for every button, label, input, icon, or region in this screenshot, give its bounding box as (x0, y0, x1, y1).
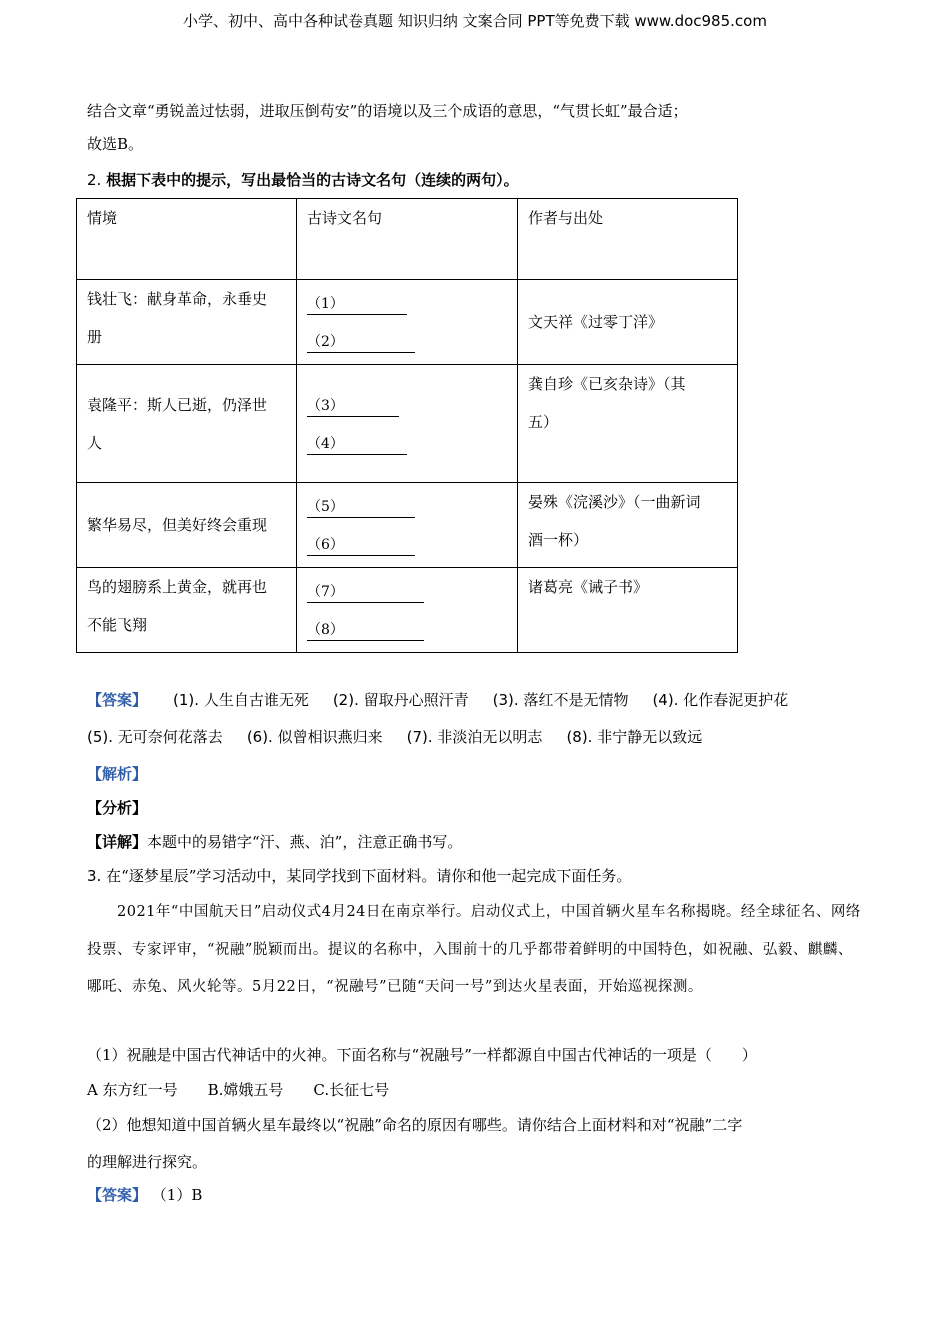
table-row (77, 568, 738, 653)
header-source: 作者与出处 (518, 199, 738, 280)
reading-passage: 2021年“中国航天日”启动仪式4月24日在南京举行。启动仪式上，中国首辆火星车名称揭晓。经全球征名、网络投票、专家评审，“祝融”脱颖而出。提议的名称中，入围前十的几乎都带着鲜明的中国特色，如祝融、弘毅、麒麟、哪吒、赤兔、风火轮等。5月22日，“祝融号”已随“天问一号”到达火星表面，开始巡视探测。 (87, 904, 861, 995)
answer-blank-6[interactable]: （6） (307, 535, 415, 556)
table-row (77, 483, 738, 568)
answer-blank-1[interactable]: （1） (307, 294, 407, 315)
fenxi-label: 【分析】 (87, 799, 148, 817)
context-cell: 袁隆平：斯人已逝，仍泽世 人 (77, 365, 297, 483)
question-2-number: 2. (87, 171, 102, 189)
analysis-label: 【解析】 (87, 765, 148, 783)
question-3-number: 3. (87, 867, 102, 885)
answer-blank-8[interactable]: （8） (307, 620, 424, 641)
answer-label: 【答案】 (87, 1186, 148, 1204)
question-3-text: 在“逐梦星辰”学习活动中，某同学找到下面材料。请你和他一起完成下面任务。 (106, 867, 632, 885)
answer-blank-2[interactable]: （2） (307, 332, 415, 353)
answer-text: （1）B (151, 1186, 203, 1204)
answer-item: (4). 化作春泥更护花 (652, 691, 789, 709)
header-context: 情境 (77, 199, 297, 280)
source-cell: 文天祥《过零丁洋》 (518, 280, 738, 365)
source-cell: 诸葛亮《诫子书》 (518, 568, 738, 653)
answer-blank-7[interactable]: （7） (307, 582, 424, 603)
sub-question-2-line-2: 的理解进行探究。 (87, 1153, 208, 1171)
sub-question-2-line-1: （2）他想知道中国首辆火星车最终以“祝融”命名的原因有哪些。请你结合上面材料和对“祝融”二字 (87, 1116, 743, 1134)
intro-line-1: 结合文章“勇锐盖过怯弱，进取压倒苟安”的语境以及三个成语的意思，“气贯长虹”最合适； (87, 102, 688, 120)
question-2-title (87, 169, 519, 190)
answer-item: (7). 非淡泊无以明志 (406, 728, 543, 746)
question-2-text: 根据下表中的提示，写出最恰当的古诗文名句（连续的两句）。 (106, 171, 519, 189)
question-3-answer (87, 1184, 202, 1205)
blank-cell (297, 365, 518, 483)
answer-blank-3[interactable]: （3） (307, 396, 399, 417)
blank-cell (297, 568, 518, 653)
answer-item: (8). 非宁静无以致远 (566, 728, 703, 746)
blank-cell (297, 280, 518, 365)
question-3-intro (87, 865, 631, 886)
source-cell: 晏殊《浣溪沙》（一曲新词 酒一杯） (518, 483, 738, 568)
answer-item: (2). 留取丹心照汗青 (332, 691, 469, 709)
answer-label: 【答案】 (87, 691, 148, 709)
intro-line-2: 故选B。 (87, 135, 144, 153)
table-row (77, 365, 738, 483)
question-2-answers (87, 682, 877, 756)
answer-blank-5[interactable]: （5） (307, 497, 415, 518)
context-cell: 钱壮飞：献身革命，永垂史 册 (77, 280, 297, 365)
source-cell: 龚自珍《已亥杂诗》（其 五） (518, 365, 738, 483)
answer-item: (6). 似曾相识燕归来 (246, 728, 383, 746)
answer-blank-4[interactable]: （4） (307, 434, 407, 455)
detail-label: 【详解】 (87, 833, 148, 851)
detail-line (87, 831, 462, 852)
blank-cell (297, 483, 518, 568)
poem-table (76, 198, 738, 653)
answer-item: (5). 无可奈何花落去 (87, 728, 223, 746)
header-poem: 古诗文名句 (297, 199, 518, 280)
sub-question-1: （1）祝融是中国古代神话中的火神。下面名称与“祝融号”一样都源自中国古代神话的一项是（ ） (87, 1046, 757, 1064)
page-header: 小学、初中、高中各种试卷真题 知识归纳 文案合同 PPT等免费下载 www.doc985.com (183, 12, 767, 30)
table-row (77, 280, 738, 365)
answer-item: (3). 落红不是无情物 (492, 691, 629, 709)
context-cell: 鸟的翅膀系上黄金，就再也 不能飞翔 (77, 568, 297, 653)
detail-text: 本题中的易错字“汗、燕、泊”，注意正确书写。 (147, 833, 463, 851)
answer-item: (1). 人生自古谁无死 (173, 691, 309, 709)
table-header-row (77, 199, 738, 280)
context-cell: 繁华易尽，但美好终会重现 (77, 483, 297, 568)
sub-question-1-options: A 东方红一号 B.嫦娥五号 C.长征七号 (87, 1081, 390, 1099)
